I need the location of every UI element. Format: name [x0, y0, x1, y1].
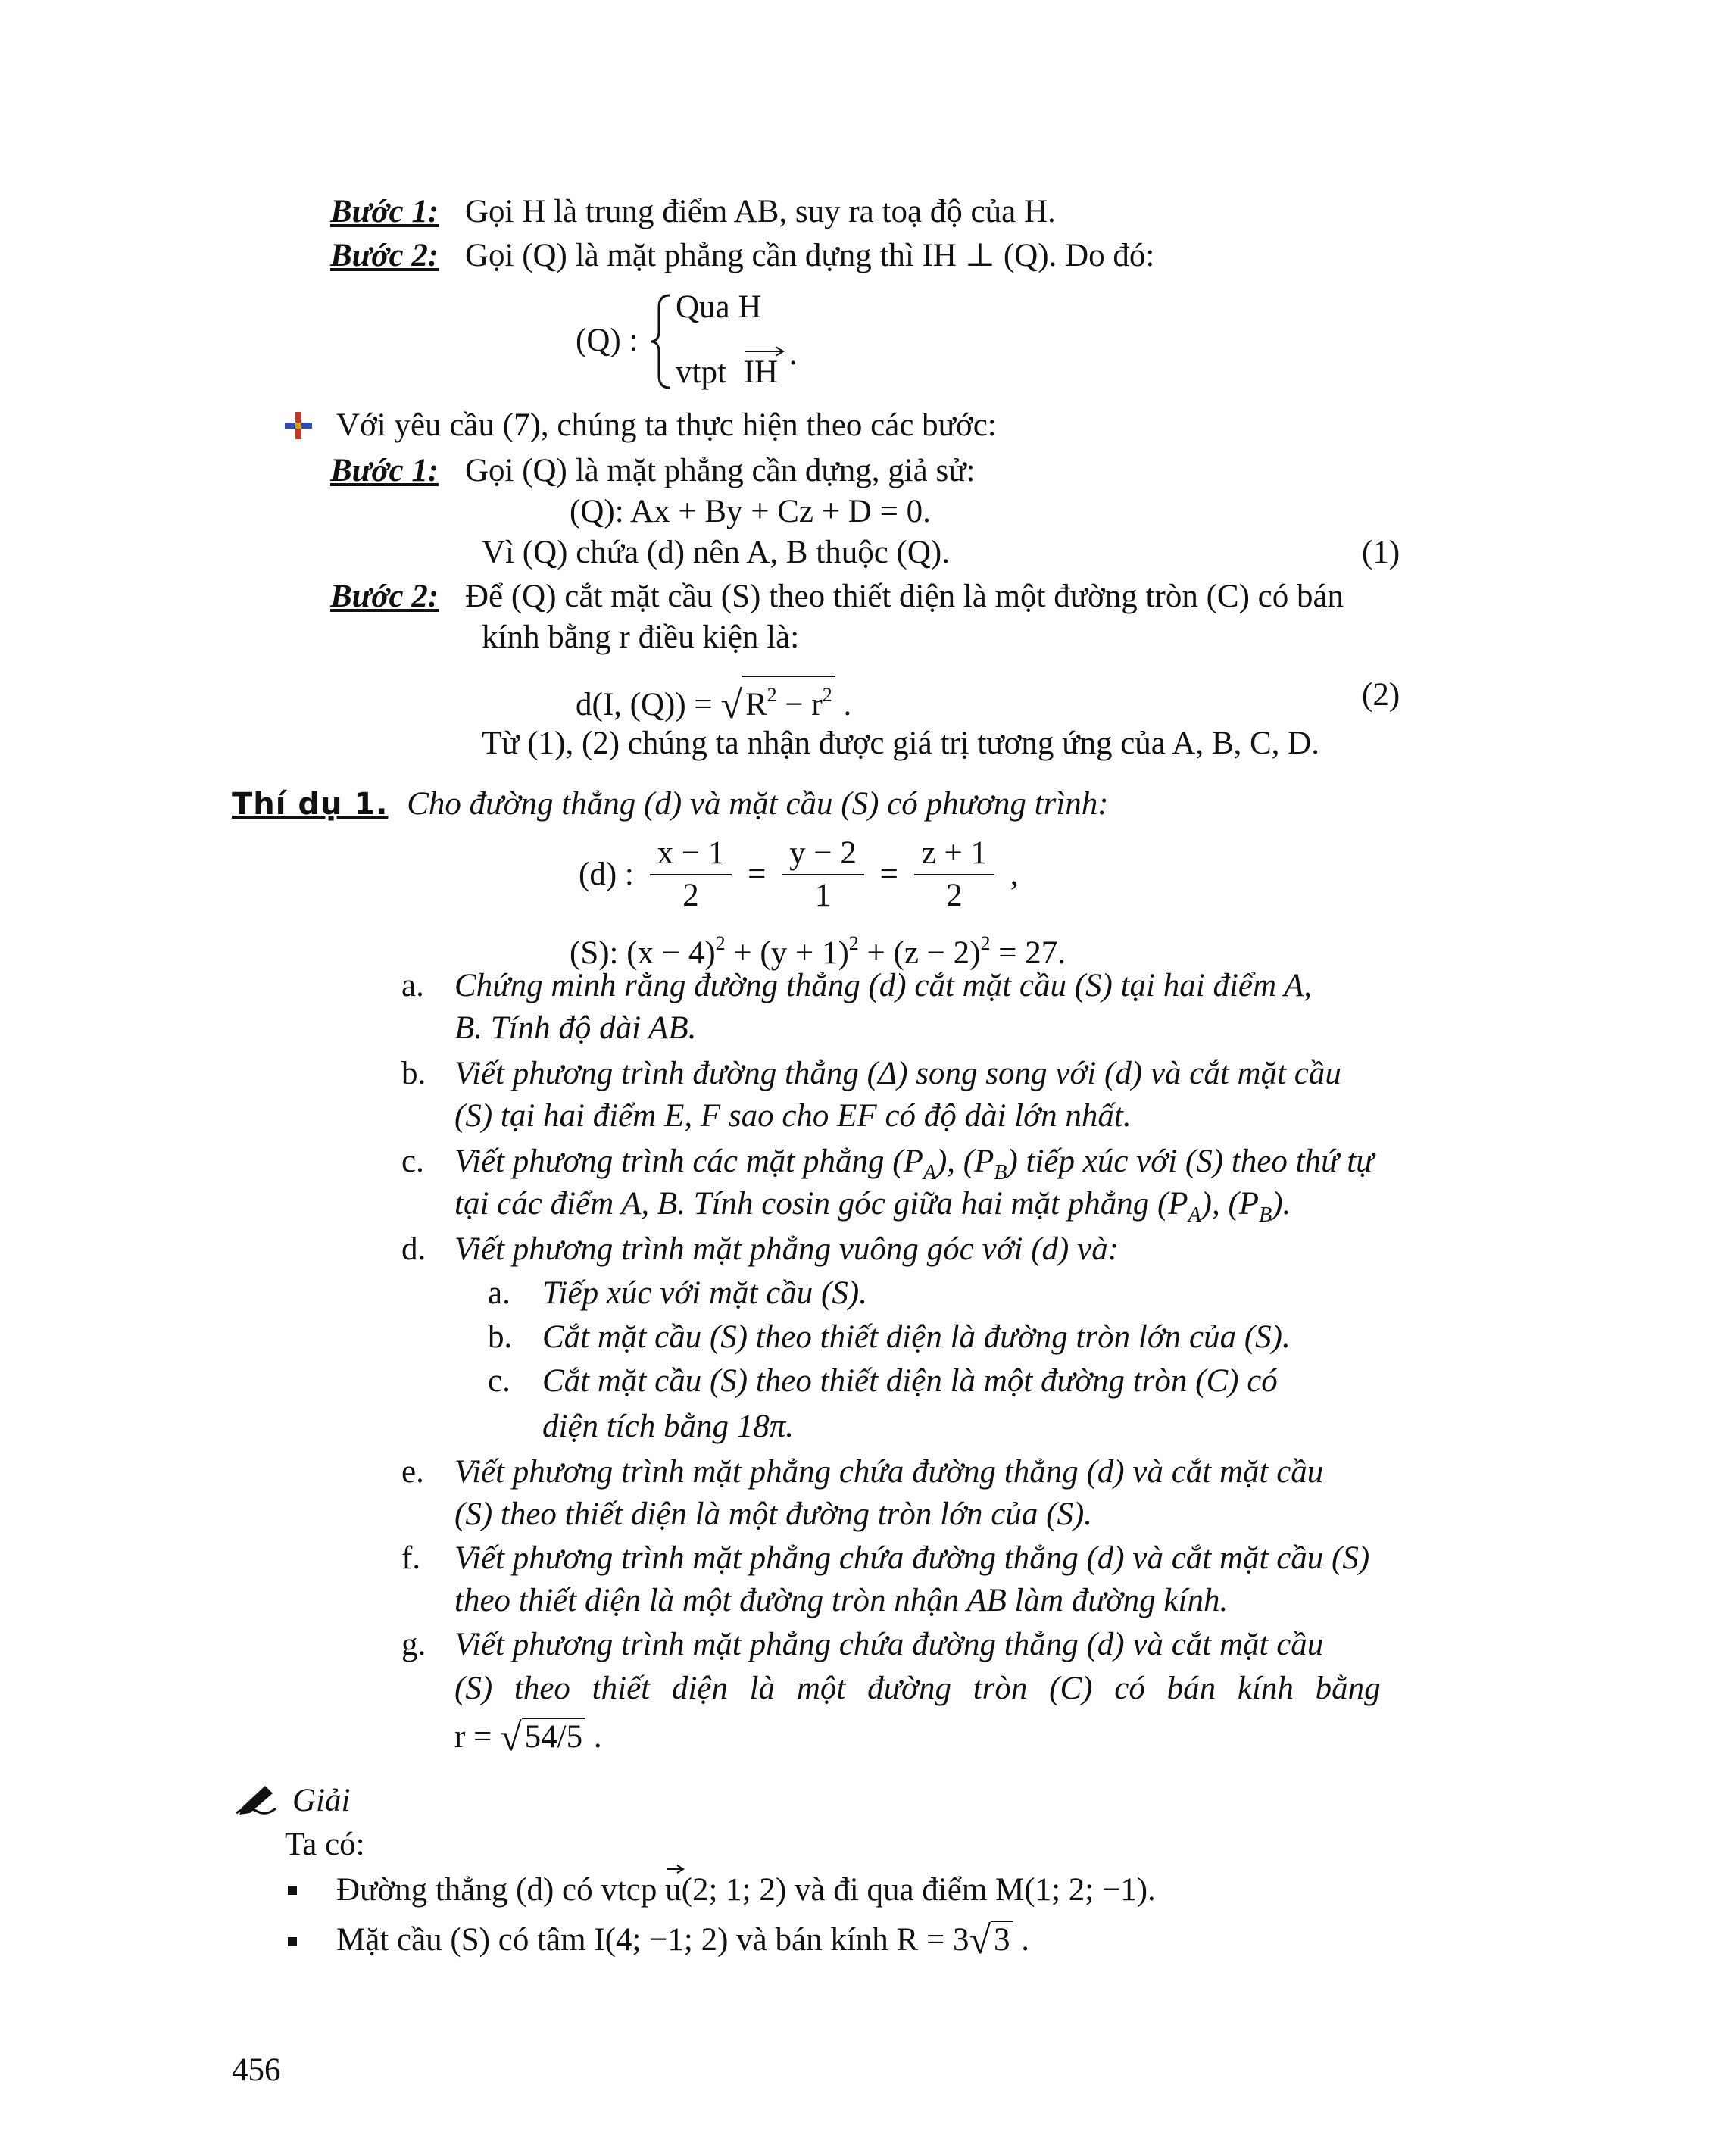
item-c-line1-b: ), (P: [935, 1144, 994, 1179]
system-lhs: (Q) :: [576, 323, 639, 358]
example-intro-line: [232, 785, 1109, 824]
exponent: 2: [822, 684, 832, 706]
line-d-equation: [576, 832, 1022, 916]
item-db-text: Cắt mặt cầu (S) theo thiết diện là đường tròn lớn của (S).: [542, 1319, 1291, 1355]
vector-arrow-icon: [665, 1863, 685, 1875]
item-g-line3: [454, 1718, 602, 1758]
bullet2-text-a: Mặt cầu (S) có tâm I(4; −1; 2) và bán kính R = 3: [336, 1922, 969, 1958]
req7-step2-text-2: kính bằng r điều kiện là:: [482, 619, 800, 655]
fraction-y-den: 1: [814, 878, 832, 914]
item-d-line1: Viết phương trình mặt phẳng vuông góc với (d) và:: [454, 1231, 1119, 1267]
req7-step2-label: Bước 2:: [330, 579, 439, 614]
page-number: 456: [232, 2052, 281, 2088]
req7-step2-text-1: Để (Q) cắt mặt cầu (S) theo thiết diện là một đường tròn (C) có bán: [464, 579, 1344, 614]
sqrt-3: [969, 1921, 1013, 1961]
req7-step1-eq: (Q): Ax + By + Cz + D = 0.: [570, 494, 931, 529]
radicand-r: R: [745, 687, 767, 722]
exponent: 2: [715, 932, 726, 954]
item-b-line2: (S) tại hai điểm E, F sao cho EF có độ dài lớn nhất.: [454, 1098, 1132, 1134]
item-a-line2: B. Tính độ dài AB.: [454, 1010, 697, 1046]
fraction-z-num: z + 1: [914, 833, 994, 875]
item-da-text: Tiếp xúc với mặt cầu (S).: [542, 1275, 867, 1311]
item-e-line2: (S) theo thiết diện là một đường tròn lớn của (S).: [454, 1496, 1093, 1532]
item-db-label: b.: [488, 1319, 513, 1355]
req7-step2-line: [330, 577, 1344, 616]
item-da-label: a.: [488, 1275, 510, 1311]
subscript-a: A: [1188, 1203, 1201, 1227]
radius-lhs: r =: [454, 1719, 501, 1755]
item-b-line1: Viết phương trình đường thẳng (Δ) song song với (d) và cắt mặt cầu: [454, 1056, 1341, 1091]
req7-distance-eq: [576, 676, 851, 726]
eq-sign: =: [748, 857, 767, 893]
sphere-eq-part-a: (S): (x − 4): [570, 935, 716, 971]
pencil-writing-icon: [232, 1783, 279, 1818]
fraction-x-den: 2: [682, 878, 699, 914]
vector-ih-text: IH: [743, 354, 779, 390]
item-dc-label: c.: [488, 1363, 510, 1399]
fraction-z: [914, 833, 994, 916]
step2-text: Gọi (Q) là mặt phẳng cần dựng thì IH ⊥ (Q). Do đó:: [464, 238, 1155, 273]
item-f-label: f.: [401, 1540, 421, 1576]
item-dc-line1: Cắt mặt cầu (S) theo thiết diện là một đường tròn (C) có: [542, 1363, 1278, 1399]
line-d-lhs: (d) :: [579, 857, 634, 893]
example-intro: Cho đường thẳng (d) và mặt cầu (S) có phương trình:: [407, 786, 1109, 822]
item-c-label: c.: [401, 1144, 424, 1179]
solution-bullet-2: [336, 1921, 1029, 1961]
item-c-line2-a: tại các điểm A, B. Tính cosin góc giữa hai mặt phẳng (P: [454, 1186, 1188, 1222]
req7-intro: Với yêu cầu (7), chúng ta thực hiện theo các bước:: [336, 407, 997, 443]
square-bullet-icon: [288, 1886, 297, 1895]
fraction-z-den: 2: [946, 878, 963, 914]
system-line2: [676, 336, 798, 392]
solution-bullet-1: [336, 1871, 1156, 1910]
system-brace: [650, 292, 673, 391]
sphere-eq-part-b: + (y + 1): [725, 935, 849, 971]
step2-label: Bước 2:: [330, 238, 439, 273]
vector-u: [665, 1871, 682, 1910]
step2-line: [330, 236, 1154, 276]
exponent: 2: [980, 932, 991, 954]
distance-end: .: [843, 687, 852, 722]
item-c-line2-c: ).: [1272, 1186, 1291, 1222]
radicand-3: 3: [991, 1921, 1013, 1958]
radicand-54-5: 54/5: [522, 1718, 585, 1755]
item-g-label: g.: [401, 1627, 426, 1662]
subscript-b: B: [1259, 1203, 1272, 1227]
system-vtpt: vtpt: [676, 354, 726, 390]
distance-lhs: d(I, (Q)) =: [576, 687, 721, 722]
square-bullet-icon: [288, 1937, 297, 1946]
req7-conclusion: Từ (1), (2) chúng ta nhận được giá trị tương ứng của A, B, C, D.: [482, 726, 1319, 761]
exponent: 2: [767, 684, 777, 706]
fraction-x-num: x − 1: [650, 833, 732, 875]
item-c-line2: [454, 1184, 1291, 1235]
step1-text: Gọi H là trung điểm AB, suy ra toạ độ của H.: [464, 194, 1056, 229]
fraction-y-num: y − 2: [782, 833, 864, 875]
solution-intro: Ta có:: [285, 1827, 365, 1862]
step1-line: [330, 192, 1056, 232]
system-end: .: [788, 336, 798, 372]
item-e-label: e.: [401, 1454, 424, 1490]
bullet1-text-a: Đường thẳng (d) có vtcp: [336, 1872, 666, 1908]
line-d-end: ,: [1010, 857, 1019, 893]
plus-bullet-icon: [283, 410, 314, 441]
item-dc-line2: diện tích bằng 18π.: [542, 1409, 795, 1444]
sqrt-icon: √: [720, 684, 742, 727]
subscript-b: B: [994, 1161, 1007, 1184]
item-a-line1: Chứng minh rằng đường thẳng (d) cắt mặt cầu (S) tại hai điểm A,: [454, 968, 1313, 1003]
fraction-y: [782, 833, 864, 916]
vector-u-text: u: [665, 1872, 682, 1908]
fraction-x: [650, 833, 732, 916]
item-c-line1-c: ) tiếp xúc với (S) theo thứ tự: [1007, 1144, 1374, 1179]
req7-step1-line3: Vì (Q) chứa (d) nên A, B thuộc (Q).: [482, 535, 950, 570]
sqrt-54-5: [500, 1718, 585, 1758]
solution-heading: Giải: [292, 1783, 351, 1818]
radius-end: .: [593, 1719, 602, 1755]
sqrt-r2-minus-r2: [720, 676, 835, 726]
req7-step1-line: [330, 451, 975, 491]
item-d-label: d.: [401, 1231, 426, 1267]
item-a-label: a.: [401, 968, 424, 1003]
sqrt-icon: √: [500, 1716, 522, 1759]
req7-tag2: (2): [1362, 677, 1400, 713]
sphere-eq-part-c: + (z − 2): [858, 935, 981, 971]
item-c-line1-a: Viết phương trình các mặt phẳng (P: [454, 1144, 923, 1179]
item-c-line2-b: ), (P: [1201, 1186, 1260, 1222]
item-e-line1: Viết phương trình mặt phẳng chứa đường thẳng (d) và cắt mặt cầu: [454, 1454, 1324, 1490]
step1-label: Bước 1:: [330, 194, 439, 229]
bullet1-text-b: (2; 1; 2) và đi qua điểm M(1; 2; −1).: [681, 1872, 1156, 1908]
example-label: Thí dụ 1.: [232, 787, 389, 822]
item-g-line2: (S) theo thiết diện là một đường tròn (C) có bán kính bằng: [454, 1671, 1381, 1706]
exponent: 2: [848, 932, 859, 954]
item-g-line1: Viết phương trình mặt phẳng chứa đường thẳng (d) và cắt mặt cầu: [454, 1627, 1324, 1662]
eq-sign: =: [879, 857, 898, 893]
item-f-line2: theo thiết diện là một đường tròn nhận AB làm đường kính.: [454, 1583, 1229, 1618]
vector-ih: [744, 353, 778, 392]
radicand-minus-r: − r: [776, 687, 823, 722]
subscript-a: A: [923, 1161, 936, 1184]
system-line1: Qua H: [676, 289, 762, 325]
req7-tag1: (1): [1362, 535, 1400, 570]
item-f-line1: Viết phương trình mặt phẳng chứa đường thẳng (d) và cắt mặt cầu (S): [454, 1540, 1370, 1576]
vector-arrow-icon: [744, 345, 786, 357]
item-b-label: b.: [401, 1056, 426, 1091]
bullet2-end: .: [1013, 1922, 1030, 1958]
req7-step1-text: Gọi (Q) là mặt phẳng cần dựng, giả sử:: [464, 453, 976, 488]
sqrt-icon: √: [969, 1919, 991, 1962]
sphere-eq-part-d: = 27.: [990, 935, 1066, 971]
req7-step1-label: Bước 1:: [330, 453, 439, 488]
